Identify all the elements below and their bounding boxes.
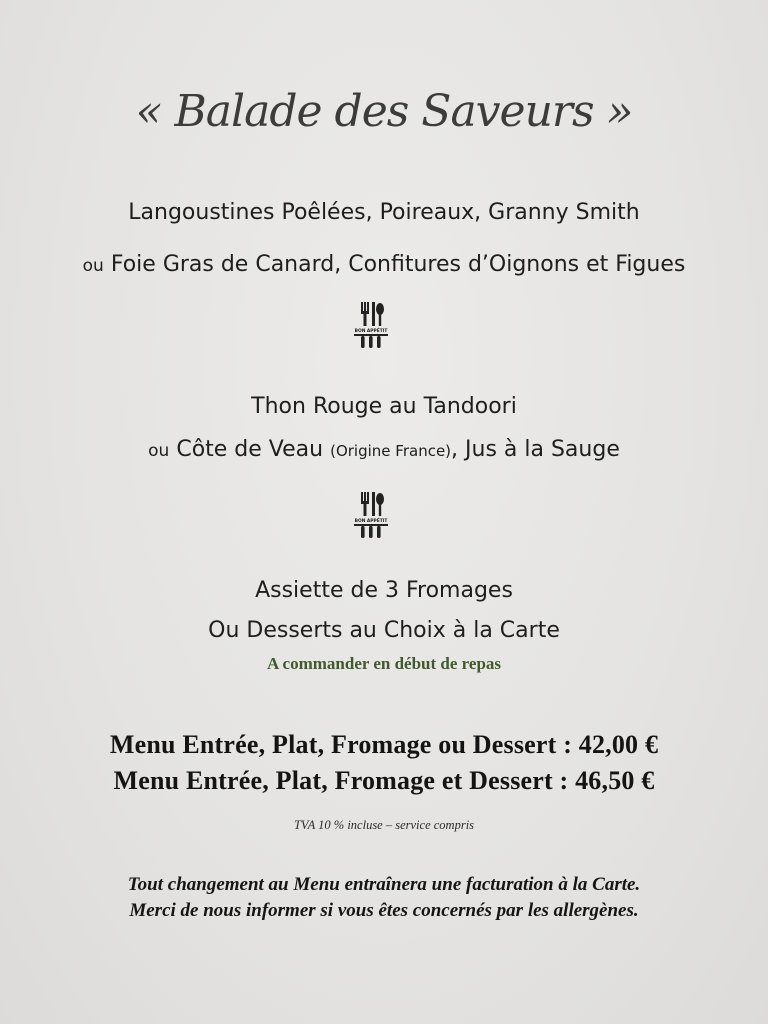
starter-option-1: Langoustines Poêlées, Poireaux, Granny Smith [128,200,640,225]
cheese-option: Assiette de 3 Fromages [255,578,513,603]
order-timing-note: A commander en début de repas [266,654,502,673]
alt-prefix: ou [148,441,170,461]
dessert-option: Ou Desserts au Choix à la Carte [208,618,560,643]
main-option-1: Thon Rouge au Tandoori [251,394,517,419]
origin-note: (Origine France) [330,442,452,460]
starter-option-2-text: Foie Gras de Canard, Confitures d’Oignons et Figues [110,252,686,277]
price-formula-1: Menu Entrée, Plat, Fromage ou Dessert : 42,00 € [109,730,659,759]
main-option-2-text: Côte de Veau [176,437,324,462]
starter-option-2 [0,252,768,277]
tax-note: TVA 10 % incluse – service compris [293,818,475,832]
footer-change-policy: Tout changement au Menu entraînera une facturation à la Carte. [127,874,641,895]
alt-prefix: ou [82,256,104,276]
bon-appetit-cutlery-icon [350,490,392,542]
main-option-2-sauce: , Jus à la Sauge [451,437,620,462]
footer-allergen-note: Merci de nous informer si vous êtes concernés par les allergènes. [129,900,639,921]
bon-appetit-caption: BON APPÉTIT [354,329,388,334]
bon-appetit-cutlery-icon [350,300,392,352]
main-option-2 [0,437,768,462]
price-formula-2: Menu Entrée, Plat, Fromage et Dessert : 46,50 € [113,766,655,795]
bon-appetit-caption: BON APPÉTIT [354,519,388,524]
menu-title: « Balade des Saveurs » [135,86,633,137]
